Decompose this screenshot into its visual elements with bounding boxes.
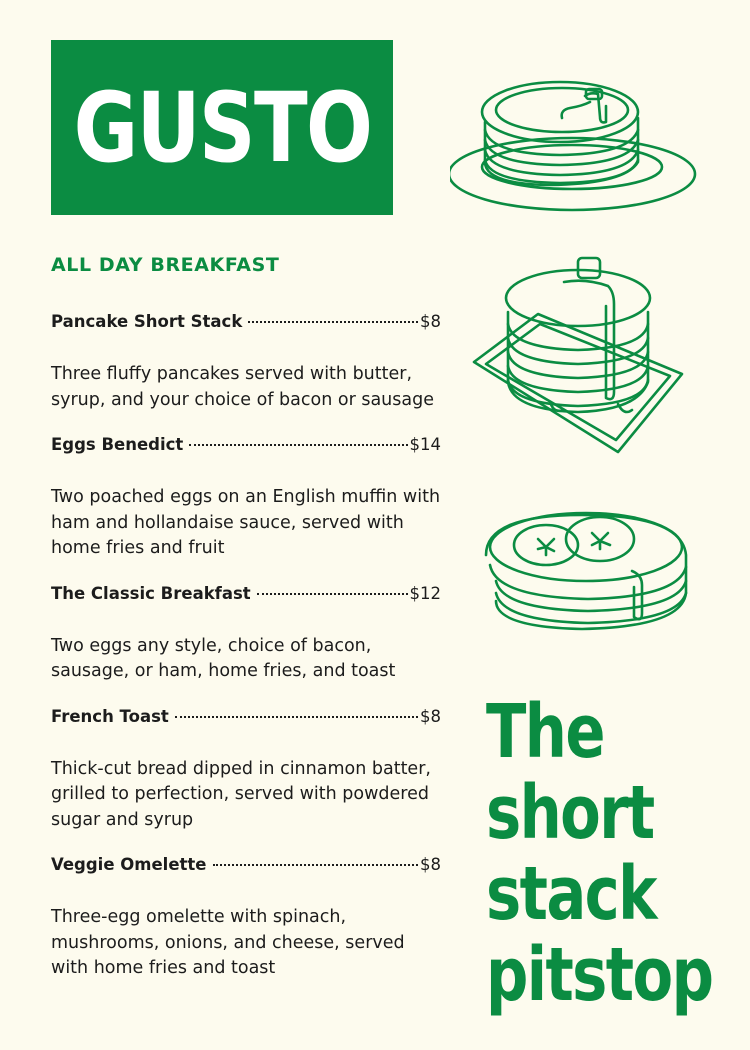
tagline-line: stack <box>486 851 656 937</box>
menu-item <box>51 435 441 562</box>
menu-item <box>51 707 441 834</box>
item-name: Pancake Short Stack <box>51 312 243 331</box>
item-price: $8 <box>420 312 441 331</box>
item-description: Three fluffy pancakes served with butter, syrup, and your choice of bacon or sausage <box>51 364 434 410</box>
item-description: Two poached eggs on an English muffin with ham and hollandaise sauce, served with home fries and fruit <box>51 487 441 558</box>
dot-leader <box>248 321 418 323</box>
item-description: Thick-cut bread dipped in cinnamon batter, grilled to perfection, served with powdered sugar and syrup <box>51 758 431 830</box>
item-price: $8 <box>420 855 441 874</box>
logo-box <box>51 40 393 215</box>
section-title: ALL DAY BREAKFAST <box>51 254 280 276</box>
dot-leader <box>257 593 408 595</box>
tagline-line: The <box>486 689 604 775</box>
pancake-plate-icon <box>450 62 705 220</box>
item-description: Two eggs any style, choice of bacon, sausage, or ham, home fries, and toast <box>51 635 396 681</box>
dot-leader <box>189 444 407 446</box>
dot-leader <box>213 864 419 866</box>
item-price: $8 <box>420 706 441 726</box>
pancake-banana-icon <box>482 505 694 640</box>
menu-item <box>51 312 441 413</box>
item-name: French Toast <box>51 706 169 726</box>
item-name: The Classic Breakfast <box>51 583 251 603</box>
menu-item <box>51 855 441 982</box>
menu-list <box>51 312 441 1004</box>
dot-leader <box>175 716 418 718</box>
item-price: $14 <box>409 435 441 454</box>
tagline-line: short <box>486 770 654 856</box>
brand-logo: GUSTO <box>73 71 371 184</box>
item-description: Three-egg omelette with spinach, mushrooms, onions, and cheese, served with home fries and toast <box>51 907 405 978</box>
item-name: Veggie Omelette <box>51 855 207 874</box>
menu-item <box>51 584 441 685</box>
item-price: $12 <box>409 583 441 603</box>
pancake-tray-icon <box>468 252 688 462</box>
tagline <box>486 689 713 1018</box>
tagline-line: pitstop <box>486 932 713 1018</box>
item-name: Eggs Benedict <box>51 435 184 454</box>
